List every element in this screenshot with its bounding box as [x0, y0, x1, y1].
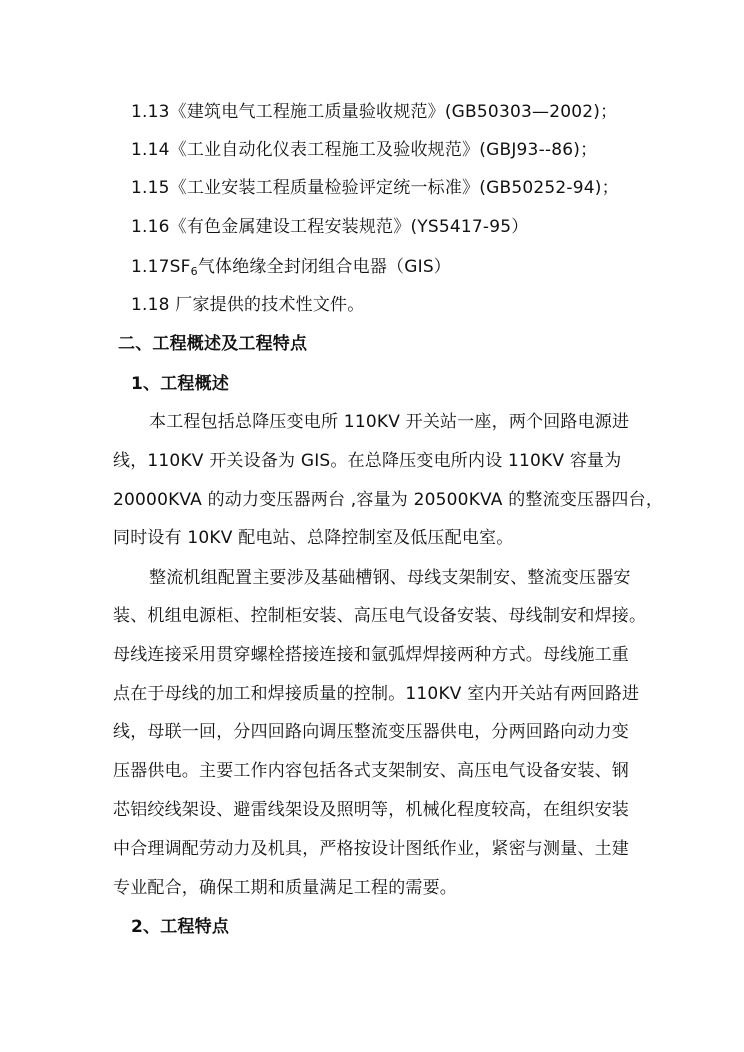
paragraph-line: 专业配合，确保工期和质量满足工程的需要。	[113, 878, 457, 898]
paragraph-line: 芯铝绞线架设、避雷线架设及照明等，机械化程度较高，在组织安装	[113, 800, 629, 820]
paragraph-line: 压器供电。主要工作内容包括各式支架制安、高压电气设备安装、钢	[113, 761, 629, 781]
subsection-title: 1、工程概述	[131, 374, 230, 394]
paragraph-line: 装、机组电源柜、控制柜安装、高压电气设备安装、母线制安和焊接。	[113, 606, 647, 626]
reference-item: 1.14《工业自动化仪表工程施工及验收规范》(GBJ93--86)；	[131, 140, 598, 160]
paragraph-line: 同时设有 10KV 配电站、总降控制室及低压配电室。	[113, 528, 514, 548]
paragraph-line: 整流机组配置主要涉及基础槽钢、母线支架制安、整流变压器安	[149, 568, 631, 588]
subsection-title: 2、工程特点	[131, 917, 230, 937]
subscript-text: 6	[190, 265, 198, 278]
reference-item: 1.13《建筑电气工程施工质量验收规范》(GB50303—2002)；	[131, 102, 618, 122]
paragraph-line: 线，母联一回，分四回路向调压整流变压器供电，分两回路向动力变	[113, 722, 629, 742]
reference-suffix: 气体绝缘全封闭组合电器（GIS）	[197, 257, 452, 277]
paragraph-line: 母线连接采用贯穿螺栓搭接连接和氩弧焊焊接两种方式。母线施工重	[113, 645, 629, 665]
paragraph-line: 中合理调配劳动力及机具，严格按设计图纸作业，紧密与测量、土建	[113, 839, 629, 859]
section-title: 二、工程概述及工程特点	[118, 334, 308, 354]
reference-item	[131, 256, 451, 278]
paragraph-line: 点在于母线的加工和焊接质量的控制。110KV 室内开关站有两回路进	[113, 684, 640, 704]
reference-item: 1.16《有色金属建设工程安装规范》(YS5417-95）	[131, 217, 529, 237]
paragraph-line: 线，110KV 开关设备为 GIS。在总降压变电所内设 110KV 容量为	[113, 451, 622, 471]
reference-prefix: 1.17SF	[131, 257, 191, 277]
reference-item: 1.18 厂家提供的技术性文件。	[131, 295, 365, 315]
paragraph-line: 20000KVA 的动力变压器两台 ,容量为 20500KVA 的整流变压器四台，	[113, 490, 664, 510]
reference-item: 1.15《工业安装工程质量检验评定统一标准》(GB50252-94)；	[131, 178, 619, 198]
paragraph-line: 本工程包括总降压变电所 110KV 开关站一座，两个回路电源进	[149, 412, 630, 432]
